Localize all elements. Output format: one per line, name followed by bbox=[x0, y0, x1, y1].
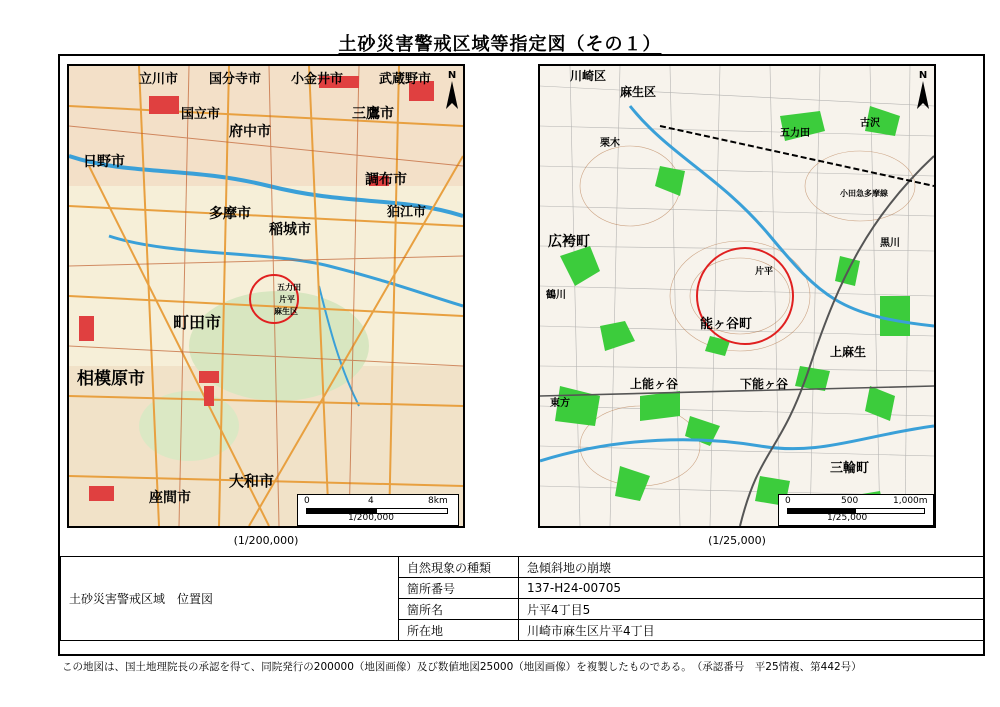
map-label: 府中市 bbox=[229, 123, 271, 139]
map-label: 日野市 bbox=[83, 153, 125, 169]
map-label: 五力田 bbox=[780, 128, 810, 139]
page-title: 土砂災害警戒区域等指定図（その１） bbox=[338, 34, 662, 55]
map-label: 立川市 bbox=[139, 71, 179, 86]
overview-map-graphic bbox=[69, 66, 463, 526]
info-table bbox=[60, 556, 985, 641]
detail-map bbox=[538, 64, 936, 528]
map-label: 小田急多摩線 bbox=[840, 189, 888, 198]
map-label: 川崎区 bbox=[570, 69, 607, 83]
map-label: 国立市 bbox=[181, 106, 221, 121]
info-value: 片平4丁目5 bbox=[519, 599, 985, 620]
scale-bar: 0 500 1,000m 1/25,000 bbox=[778, 494, 934, 526]
info-label: 箇所番号 bbox=[399, 578, 519, 599]
detail-map-caption: (1/25,000) bbox=[708, 534, 766, 547]
map-label: 黒川 bbox=[880, 238, 900, 249]
overview-map bbox=[67, 64, 465, 528]
info-label: 自然現象の種類 bbox=[399, 557, 519, 578]
map-label: 町田市 bbox=[173, 315, 222, 332]
map-label: 座間市 bbox=[149, 489, 191, 505]
map-label: 相模原市 bbox=[77, 369, 145, 388]
map-label: 上能ヶ谷 bbox=[630, 377, 679, 391]
map-label: 狛江市 bbox=[387, 204, 427, 219]
map-label: 鶴川 bbox=[546, 290, 566, 301]
map-label: 多摩市 bbox=[209, 205, 251, 221]
map-label: 広袴町 bbox=[548, 233, 590, 249]
map-label: 麻生区 bbox=[274, 307, 298, 316]
map-label: 栗木 bbox=[600, 138, 620, 149]
north-arrow: N bbox=[916, 70, 930, 111]
info-label: 所在地 bbox=[399, 620, 519, 641]
map-label: 下能ヶ谷 bbox=[740, 377, 789, 391]
map-label: 国分寺市 bbox=[209, 71, 262, 86]
map-label: 武蔵野市 bbox=[379, 71, 432, 86]
map-label: 稲城市 bbox=[269, 221, 311, 237]
map-label: 小金井市 bbox=[291, 71, 344, 86]
scale-bar: 0 4 8km 1/200,000 bbox=[297, 494, 459, 526]
detail-map-graphic bbox=[540, 66, 934, 526]
map-label: 五力田 bbox=[277, 283, 301, 292]
info-value: 急傾斜地の崩壊 bbox=[519, 557, 985, 578]
map-label: 大和市 bbox=[229, 473, 275, 490]
map-label: 能ヶ谷町 bbox=[700, 316, 753, 331]
map-label: 古沢 bbox=[860, 118, 880, 129]
overview-map-caption: (1/200,000) bbox=[233, 534, 299, 547]
copyright-footer: この地図は、国土地理院長の承認を得て、同院発行の200000（地図画像）及び数値地図25000（地図画像）を複製したものである。 （承認番号 平25情複、第442号） bbox=[62, 661, 862, 673]
map-label: 片平 bbox=[279, 295, 295, 304]
info-value: 川崎市麻生区片平4丁目 bbox=[519, 620, 985, 641]
map-label: 片平 bbox=[755, 266, 774, 276]
info-label: 箇所名 bbox=[399, 599, 519, 620]
map-label: 上麻生 bbox=[830, 345, 867, 359]
map-label: 三輪町 bbox=[830, 460, 870, 475]
north-arrow: N bbox=[445, 70, 459, 111]
map-label: 東方 bbox=[550, 398, 570, 409]
map-label: 調布市 bbox=[365, 171, 407, 187]
info-value: 137-H24-00705 bbox=[519, 578, 985, 599]
location-map-label: 土砂災害警戒区域 位置図 bbox=[61, 557, 399, 641]
map-label: 三鷹市 bbox=[352, 105, 394, 121]
map-label: 麻生区 bbox=[620, 85, 657, 99]
